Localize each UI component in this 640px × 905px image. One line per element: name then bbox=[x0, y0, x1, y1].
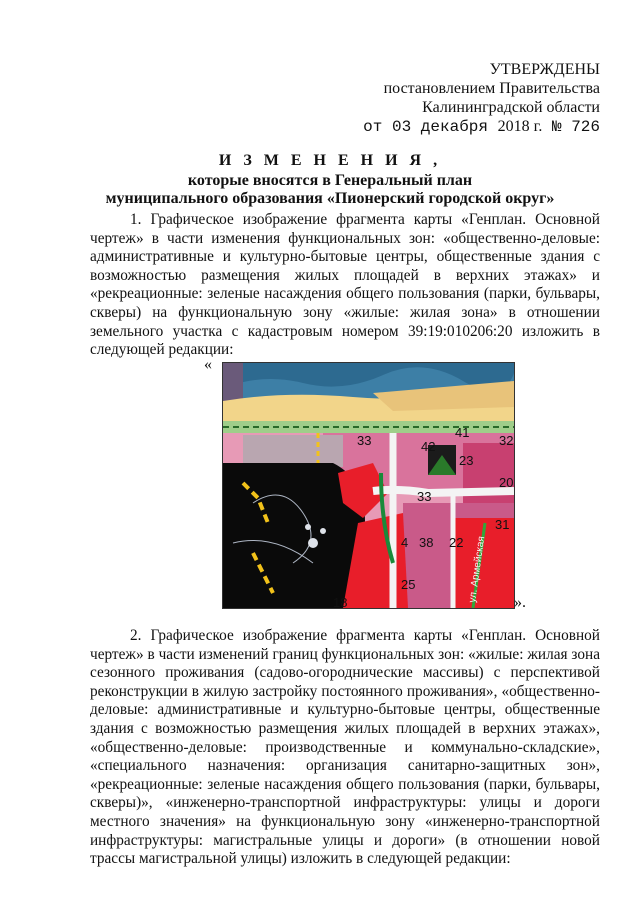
map-label-32: 32 bbox=[499, 433, 514, 448]
map-street-label: ул. Армейская bbox=[467, 535, 488, 604]
map-label-22: 22 bbox=[449, 535, 464, 550]
paragraph-2 bbox=[90, 627, 600, 869]
map-label-31: 31 bbox=[495, 517, 510, 532]
map-label-33a: 33 bbox=[357, 433, 372, 448]
approval-year: 2018 г. bbox=[497, 118, 543, 135]
approval-date-line bbox=[340, 117, 600, 137]
approval-by: постановлением Правительства bbox=[383, 80, 600, 97]
map-label-42: 42 bbox=[421, 439, 436, 454]
paragraph-1 bbox=[90, 211, 600, 360]
title-line-2: которые вносятся в Генеральный план bbox=[187, 172, 473, 189]
approval-number: № 726 bbox=[551, 118, 600, 136]
map-label-33b: 33 bbox=[417, 489, 432, 504]
map-fragment bbox=[222, 362, 515, 609]
map-label-23: 23 bbox=[459, 453, 474, 468]
title-line-3: муниципального образования «Пионерский городской округ» bbox=[105, 190, 555, 207]
map-label-25: 25 bbox=[401, 577, 416, 592]
approval-region: Калининградской области bbox=[422, 99, 600, 116]
quote-open: « bbox=[204, 356, 212, 373]
paragraph-2-text: 2. Графическое изображение фрагмента карты «Генплан. Основной чертеж» в части изменений границ функциональных зон: «жилые: жилая зона сезонного проживания (садово-огороднические массивы) с перспективой реконструкции в жилую застройку постоянного проживания», «общественно-деловые: административные и культурно-бытовые центры, общественные здания с возможностью размещения жилых площадей в верхних этажах», «общественно-деловые: производственные и коммунально-складские», «специального назначения: организация санитарно-защитных зон», «рекреационные: зеленые насаждения общего пользования (парки, бульвары, скверы)», «инженерно-транспортной инфраструктуры: улицы и дороги местного значения» на функциональную зону «инженерно-транспортной инфраструктуры: магистральные улицы и дороги» (в отношении новой трассы магистральной улицы) изложить в следующей редакции: bbox=[90, 627, 600, 868]
approval-date: от 03 декабря bbox=[363, 118, 488, 136]
map-label-4: 4 bbox=[401, 535, 409, 550]
map-image bbox=[223, 363, 514, 608]
map-label-20: 20 bbox=[499, 475, 514, 490]
quote-close: ». bbox=[514, 594, 526, 611]
title-head: И З М Е Н Е Н И Я , bbox=[218, 152, 442, 169]
map-label-18: 18 bbox=[333, 595, 348, 608]
map-label-38: 38 bbox=[419, 535, 434, 550]
paragraph-1-text: 1. Графическое изображение фрагмента карты «Генплан. Основной чертеж» в части изменения функциональных зон: «общественно-деловые: административные и культурно-бытовые центры, общественные здания с возможностью размещения жилых площадей в верхних этажах» и «рекреационные: зеленые насаждения общего пользования (парки, бульвары, скверы) на функциональную зону «жилые: жилая зона» в отношении земельного участка с кадастровым номером 39:19:010206:20 изложить в следующей редакции: bbox=[90, 211, 600, 359]
approval-title: УТВЕРЖДЕНЫ bbox=[489, 61, 600, 78]
document-title bbox=[60, 152, 600, 208]
map-label-41: 41 bbox=[455, 425, 470, 440]
approval-stamp bbox=[340, 60, 600, 137]
